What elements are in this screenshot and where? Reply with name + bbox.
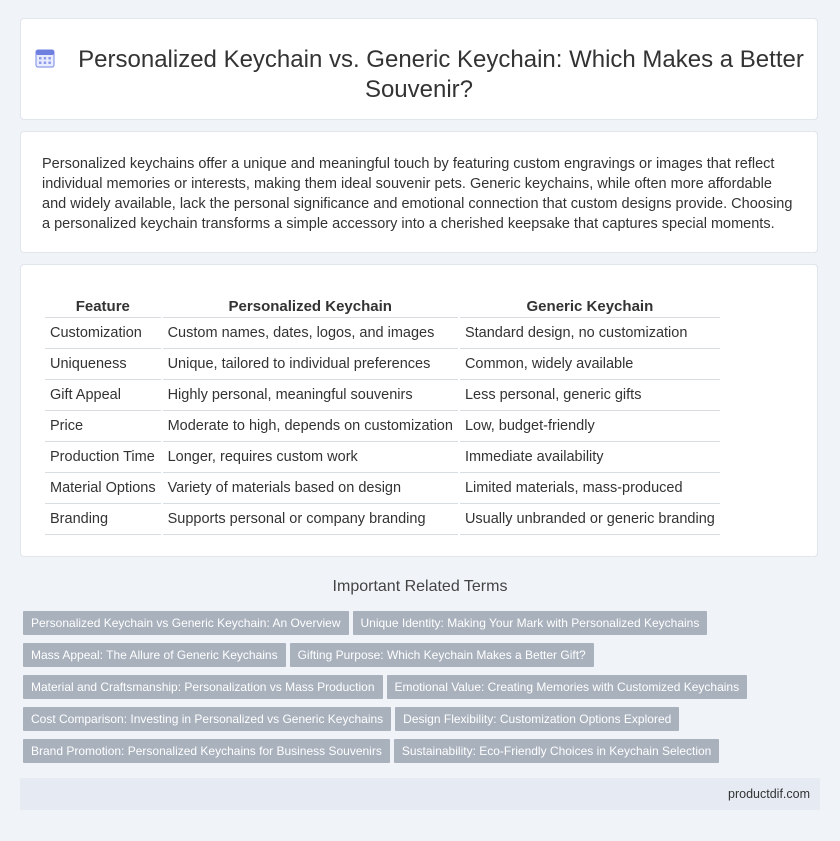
page-title-wrap (21, 45, 817, 105)
related-term-link[interactable]: Cost Comparison: Investing in Personalized vs Generic Keychains (23, 707, 391, 731)
table-cell: Limited materials, mass-produced (460, 473, 720, 504)
related-term-link[interactable]: Brand Promotion: Personalized Keychains for Business Souvenirs (23, 739, 390, 763)
column-header: Personalized Keychain (163, 295, 458, 318)
table-header-row (45, 295, 720, 318)
table-cell: Uniqueness (45, 349, 161, 380)
related-term-link[interactable]: Sustainability: Eco-Friendly Choices in Keychain Selection (394, 739, 720, 763)
table-cell: Customization (45, 318, 161, 349)
table-row (45, 442, 720, 473)
table-cell: Common, widely available (460, 349, 720, 380)
table-cell: Standard design, no customization (460, 318, 720, 349)
related-term-link[interactable]: Emotional Value: Creating Memories with Customized Keychains (387, 675, 748, 699)
column-header: Feature (45, 295, 161, 318)
comparison-table (43, 295, 722, 535)
related-term-link[interactable]: Personalized Keychain vs Generic Keychain: An Overview (23, 611, 349, 635)
table-cell: Usually unbranded or generic branding (460, 504, 720, 535)
table-row (45, 380, 720, 411)
table-cell: Moderate to high, depends on customization (163, 411, 458, 442)
header-card (20, 18, 818, 120)
table-cell: Gift Appeal (45, 380, 161, 411)
related-term-link[interactable]: Mass Appeal: The Allure of Generic Keychains (23, 643, 286, 667)
tag-row (23, 643, 783, 675)
related-term-link[interactable]: Unique Identity: Making Your Mark with Personalized Keychains (353, 611, 708, 635)
column-header: Generic Keychain (460, 295, 720, 318)
table-cell: Less personal, generic gifts (460, 380, 720, 411)
footer (20, 778, 820, 810)
table-row (45, 504, 720, 535)
intro-text: Personalized keychains offer a unique and meaningful touch by featuring custom engravings or images that reflect individual memories or interests, making them ideal souvenir pets. Generic keychains, while often more affordable and widely available, lack the personal significance and emotional connection that custom designs provide. Choosing a personalized keychain transforms a simple accessory into a cherished keepsake that captures special moments. (42, 156, 793, 232)
table-cell: Unique, tailored to individual preferences (163, 349, 458, 380)
table-cell: Low, budget-friendly (460, 411, 720, 442)
table-cell: Supports personal or company branding (163, 504, 458, 535)
comparison-card (20, 264, 818, 557)
related-term-link[interactable]: Design Flexibility: Customization Options Explored (395, 707, 679, 731)
related-terms-list (23, 611, 783, 771)
related-term-link[interactable]: Gifting Purpose: Which Keychain Makes a Better Gift? (290, 643, 594, 667)
tag-row (23, 707, 783, 739)
table-row (45, 473, 720, 504)
related-terms-title: Important Related Terms (332, 578, 508, 595)
table-row (45, 411, 720, 442)
intro-card (20, 131, 818, 253)
tag-row (23, 739, 783, 771)
table-cell: Production Time (45, 442, 161, 473)
table-cell: Material Options (45, 473, 161, 504)
table-cell: Longer, requires custom work (163, 442, 458, 473)
calendar-icon (34, 47, 56, 69)
table-cell: Custom names, dates, logos, and images (163, 318, 458, 349)
table-cell: Immediate availability (460, 442, 720, 473)
table-cell: Price (45, 411, 161, 442)
table-row (45, 318, 720, 349)
table-cell: Branding (45, 504, 161, 535)
table-cell: Highly personal, meaningful souvenirs (163, 380, 458, 411)
site-name[interactable]: productdif.com (728, 787, 810, 801)
table-row (45, 349, 720, 380)
related-term-link[interactable]: Material and Craftsmanship: Personalization vs Mass Production (23, 675, 383, 699)
page-title: Personalized Keychain vs. Generic Keychain: Which Makes a Better Souvenir? (78, 46, 804, 103)
tag-row (23, 675, 783, 707)
table-cell: Variety of materials based on design (163, 473, 458, 504)
tag-row (23, 611, 783, 643)
